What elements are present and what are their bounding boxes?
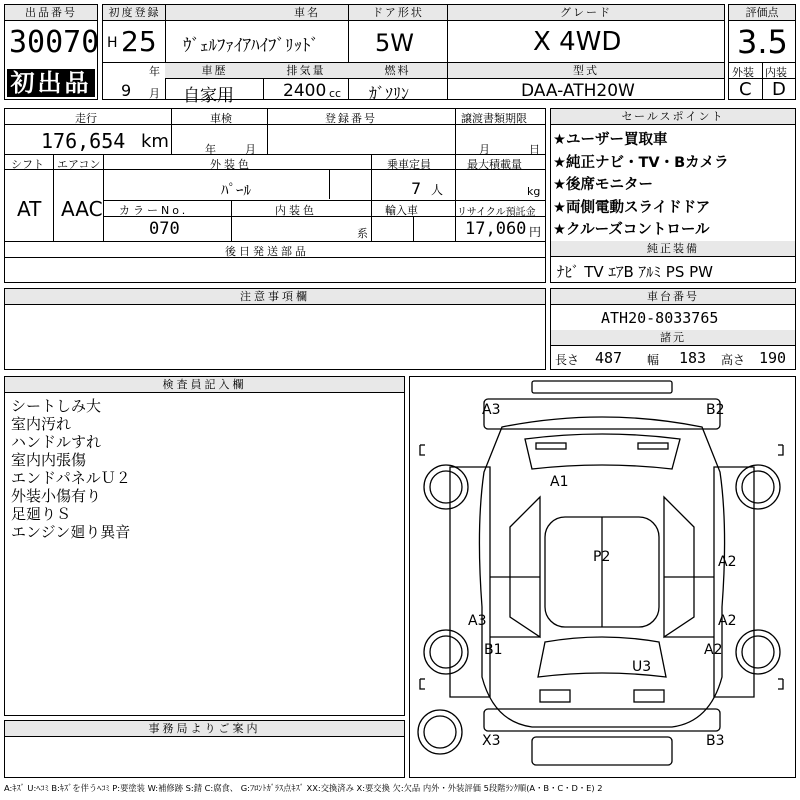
inspector-line: 足廻りＳ	[11, 505, 72, 523]
inspection-year: 年	[205, 143, 216, 156]
inspector-line: 外装小傷有り	[11, 487, 102, 505]
mark-b2-front-right: B2	[706, 402, 725, 418]
inspection-month: 月	[245, 143, 256, 156]
chassis-label: 車台番号	[551, 289, 795, 305]
load-unit: kg	[527, 185, 541, 198]
fuel-label: 燃料	[348, 63, 447, 79]
mark-b3-rear-right: B3	[706, 733, 725, 749]
reg-label: 登録番号	[325, 112, 377, 125]
int-color-suffix: 系	[357, 227, 368, 240]
shift: AT	[17, 197, 42, 221]
details-table	[4, 108, 546, 283]
reg-month: 9	[121, 81, 132, 100]
month-unit: 月	[149, 87, 160, 100]
sales-point-item: ★両側電動スライドドア	[553, 199, 711, 216]
height: 190	[759, 349, 787, 367]
header-table	[102, 4, 725, 106]
displacement-label: 排気量	[264, 63, 348, 79]
chassis-number: ATH20-8033765	[601, 309, 719, 327]
inspection-label: 車検	[210, 112, 232, 125]
mileage: 176,654	[41, 129, 126, 153]
car-name: ｳﾞｪﾙﾌｧｲｱﾊｲﾌﾞﾘｯﾄﾞ	[183, 36, 319, 56]
mark-a3-front-left: A3	[482, 402, 501, 418]
equipment-label: 純正装備	[551, 241, 795, 257]
history-label: 車歴	[165, 63, 264, 79]
specs-label: 諸元	[551, 330, 795, 346]
color-no-label: カラーNo.	[119, 204, 189, 217]
mark-u3-rear: U3	[632, 659, 652, 675]
first-listing-badge: 初出品	[7, 69, 95, 97]
transfer-day: 日	[529, 143, 540, 156]
score-box	[728, 4, 796, 100]
mileage-unit: km	[141, 131, 169, 152]
inspector-label: 検査員記入欄	[5, 377, 404, 393]
interior-grade: D	[772, 79, 786, 100]
sales-point-item: ★ユーザー買取車	[553, 132, 668, 148]
inspector-line: エンドパネルＵ２	[11, 469, 131, 487]
length-label: 長さ	[555, 353, 580, 367]
score: 3.5	[737, 23, 788, 61]
lot-label: 出品番号	[5, 5, 97, 21]
car-diagram	[409, 376, 796, 778]
recycle-fee: 17,060	[465, 219, 527, 239]
fuel: ｶﾞｿﾘﾝ	[369, 84, 410, 103]
car-name-label: 車名	[166, 5, 448, 21]
model-label: 型式	[448, 63, 724, 79]
inspector-line: 室内内張傷	[11, 451, 87, 469]
displacement: 2400	[283, 81, 327, 101]
color-no: 070	[149, 219, 180, 239]
shift-label: シフト	[11, 158, 44, 171]
sales-point-item: ★クルーズコントロール	[553, 222, 710, 238]
mileage-label: 走行	[75, 112, 97, 125]
notes-box	[4, 288, 546, 370]
mark-a2-right-front-door: A2	[718, 554, 737, 570]
ext-color: ﾊﾟｰﾙ	[221, 181, 252, 199]
sales-points-list	[553, 129, 729, 242]
lot-number: 30070	[9, 25, 100, 60]
equipment-value: ﾅﾋﾞ TV ｴｱB ｱﾙﾐ PS PW	[557, 263, 713, 281]
length: 487	[595, 349, 623, 367]
mark-a3-left-rear: A3	[468, 613, 487, 629]
transfer-label: 譲渡書類期限	[461, 112, 527, 125]
grade-label: グレード	[448, 5, 724, 21]
year-unit: 年	[149, 65, 160, 78]
lot-box	[4, 4, 98, 100]
interior-label: 内装	[765, 66, 787, 79]
int-color-label: 内装色	[275, 204, 317, 217]
mark-a1-hood: A1	[550, 474, 569, 490]
ac-label: エアコン	[57, 158, 101, 171]
model: DAA-ATH20W	[521, 81, 635, 101]
recycle-unit: 円	[529, 225, 542, 239]
sales-points-box	[550, 108, 796, 283]
office-box	[4, 720, 405, 778]
exterior-label: 外装	[732, 66, 754, 79]
transfer-month: 月	[479, 143, 490, 156]
load-label: 最大積載量	[467, 158, 522, 171]
era: H	[107, 35, 118, 51]
ac: AAC	[61, 197, 103, 221]
inspector-notes	[11, 397, 131, 541]
displacement-unit: cc	[329, 87, 342, 100]
inspector-box	[4, 376, 405, 716]
width: 183	[679, 349, 707, 367]
grade: X 4WD	[533, 27, 622, 57]
import-label: 輸入車	[385, 204, 418, 217]
inspector-line: シートしみ大	[11, 397, 102, 415]
score-label: 評価点	[729, 5, 795, 21]
later-parts-label: 後日発送部品	[225, 245, 309, 258]
mark-a2-right-quarter: A2	[704, 642, 723, 658]
inspector-line: 室内汚れ	[11, 415, 72, 433]
ext-color-label: 外装色	[210, 158, 252, 171]
sales-point-item: ★純正ナビ・TV・Bカメラ	[553, 154, 729, 171]
mark-a2-right-rear: A2	[718, 613, 737, 629]
exterior-grade: C	[739, 79, 752, 100]
car-outline	[410, 377, 795, 777]
mark-b1-left-quarter: B1	[484, 642, 503, 658]
height-label: 高さ	[721, 353, 746, 367]
office-label: 事務局よりご案内	[5, 721, 404, 737]
sales-points-label: セールスポイント	[551, 109, 795, 125]
inspector-line: エンジン廻り異音	[11, 523, 131, 541]
first-reg-label: 初度登録	[103, 5, 166, 21]
width-label: 幅	[647, 353, 660, 367]
capacity-unit: 人	[431, 183, 444, 197]
sales-point-item: ★後席モニター	[553, 177, 653, 193]
legend: A:ｷｽﾞ U:ﾍｺﾐ B:ｷｽﾞを伴うﾍｺﾐ P:要塗装 W:補修跡 S:錆 C:腐食、 G:ﾌﾛﾝﾄｶﾞﾗｽ点ｷｽﾞ XX:交換済み X:要交換 欠:欠品 内外・外装評価 5段階ﾗﾝｸ順(A・B・C・D・E) 2	[4, 783, 603, 793]
inspector-line: ハンドルすれ	[11, 433, 102, 451]
chassis-box	[550, 288, 796, 370]
door-label: ドア形状	[349, 5, 447, 21]
history: 自家用	[183, 86, 234, 106]
reg-year: 25	[121, 25, 157, 58]
mark-x3-rear-left: X3	[482, 733, 501, 749]
notes-label: 注意事項欄	[5, 289, 545, 305]
capacity-label: 乗車定員	[387, 158, 431, 171]
mark-p2-roof: P2	[593, 549, 611, 565]
door-type: 5W	[375, 29, 414, 57]
recycle-label: リサイクル預託金	[457, 207, 536, 218]
capacity: 7	[411, 179, 422, 198]
